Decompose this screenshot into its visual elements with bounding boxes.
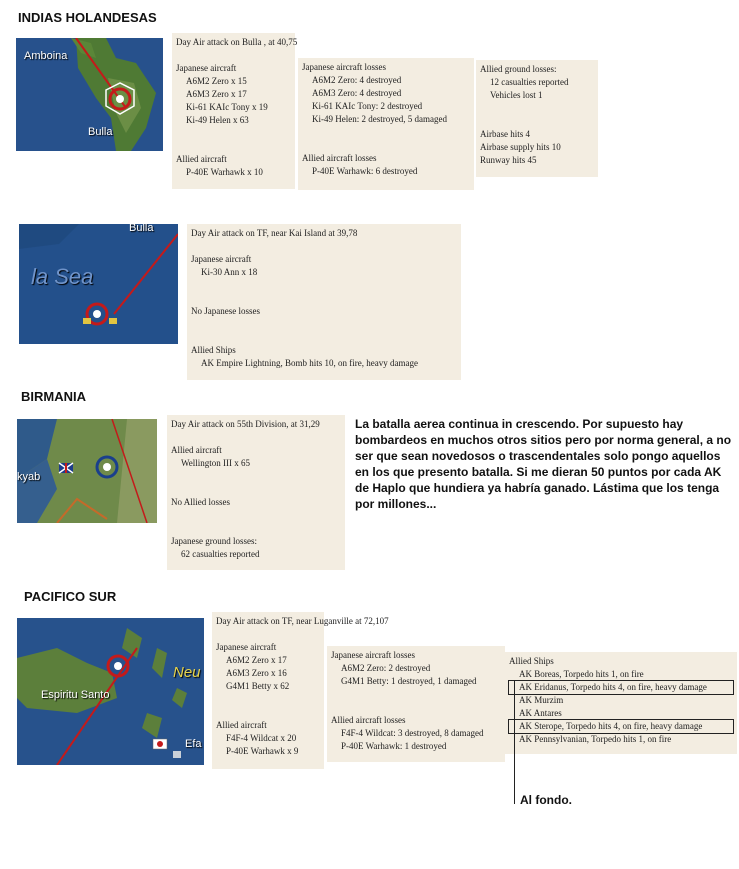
aircraft-line: A6M3 Zero x 16	[226, 668, 287, 678]
aircraft-line: A6M2 Zero x 17	[226, 655, 287, 665]
japanese-losses-title: Japanese aircraft losses	[302, 62, 386, 72]
japanese-aircraft-title: Japanese aircraft	[191, 254, 252, 264]
ground-loss-line: 62 casualties reported	[181, 549, 260, 559]
map-label-kyab: kyab	[17, 471, 41, 483]
section-title-birmania: BIRMANIA	[21, 389, 86, 404]
ship-line-highlighted: AK Eridanus, Torpedo hits 4, on fire, heavy damage	[509, 681, 733, 694]
aircraft-line: A6M2 Zero x 15	[186, 76, 247, 86]
japanese-aircraft-title: Japanese aircraft	[176, 63, 237, 73]
ship-line: AK Boreas, Torpedo hits 1, on fire	[519, 669, 644, 679]
allied-ships-title: Allied Ships	[509, 656, 554, 666]
map-pacifico	[17, 618, 204, 765]
japanese-aircraft-title: Japanese aircraft	[216, 642, 277, 652]
allied-losses-title: Allied aircraft losses	[302, 153, 377, 163]
aircraft-line: Ki-61 KAIc Tony x 19	[186, 102, 268, 112]
loss-line: A6M3 Zero: 4 destroyed	[312, 88, 402, 98]
ship-line-highlighted: AK Sterope, Torpedo hits 4, on fire, heavy damage	[509, 720, 733, 733]
no-losses-line: No Japanese losses	[191, 306, 260, 316]
airbase-hits-line: Airbase hits 4	[480, 129, 530, 139]
aircraft-line: Wellington III x 65	[181, 458, 251, 468]
ground-losses-title: Japanese ground losses:	[171, 536, 257, 546]
japanese-losses-title: Japanese aircraft losses	[331, 650, 415, 660]
aircraft-line: F4F-4 Wildcat x 20	[226, 733, 297, 743]
map-birmania	[17, 419, 157, 523]
loss-line: P-40E Warhawk: 6 destroyed	[312, 166, 418, 176]
aircraft-line: Ki-49 Helen x 63	[186, 115, 249, 125]
airbase-hits-line: Runway hits 45	[480, 155, 537, 165]
allied-ships-title: Allied Ships	[191, 345, 236, 355]
aircraft-line: G4M1 Betty x 62	[226, 681, 290, 691]
allied-aircraft-title: Allied aircraft	[171, 445, 222, 455]
section-title-pacifico: PACIFICO SUR	[24, 589, 117, 604]
aircraft-line: P-40E Warhawk x 10	[186, 167, 263, 177]
allied-aircraft-title: Allied aircraft	[216, 720, 267, 730]
loss-line: A6M2 Zero: 2 destroyed	[341, 663, 431, 673]
loss-line: Ki-49 Helen: 2 destroyed, 5 damaged	[312, 114, 447, 124]
combat-report-attack-bulla	[172, 33, 298, 189]
loss-line: A6M2 Zero: 4 destroyed	[312, 75, 402, 85]
commentary-text: La batalla aerea continua in crescendo. Por supuesto hay bombardeos en muchos otros sitios pero por norma general, a no ser que sean novedosos o trascendentales solo pongo aquellos en los que presento batalla. Si me dieran 50 puntos por cada AK de Haplo que hundiera ya habría ganado. Lástima que los tenga por millones...	[355, 417, 732, 511]
ship-line: AK Empire Lightning, Bomb hits 10, on fire, heavy damage	[201, 358, 418, 368]
ship-line: AK Pennsylvanian, Torpedo hits 1, on fire	[519, 734, 672, 744]
loss-line: F4F-4 Wildcat: 3 destroyed, 8 damaged	[341, 728, 484, 738]
combat-report-kai	[187, 224, 461, 380]
map-kai	[19, 224, 178, 344]
loss-line: G4M1 Betty: 1 destroyed, 1 damaged	[341, 676, 477, 686]
allied-aircraft-title: Allied aircraft	[176, 154, 227, 164]
map-label-sea: la Sea	[31, 264, 94, 289]
combat-report-losses-luganville	[327, 646, 505, 762]
combat-report-birmania	[167, 415, 345, 570]
loss-line: P-40E Warhawk: 1 destroyed	[341, 741, 447, 751]
ship-line: AK Antares	[519, 708, 562, 718]
allied-losses-title: Allied aircraft losses	[331, 715, 406, 725]
combat-report-ships-luganville	[505, 652, 737, 754]
report-header: Day Air attack on 55th Division, at 31,29	[171, 419, 320, 429]
airbase-hits-line: Airbase supply hits 10	[480, 142, 561, 152]
ground-loss-line: 12 casualties reported	[490, 77, 569, 87]
map-label-amboina: Amboina	[24, 50, 68, 62]
annotation-text: Al fondo.	[520, 793, 572, 807]
ground-losses-title: Allied ground losses:	[480, 64, 557, 74]
combat-report-ground-bulla	[476, 60, 598, 177]
annotation-line	[514, 680, 515, 804]
map-label-bulla: Bulla	[88, 126, 113, 138]
map-label-efa: Efa	[185, 738, 202, 750]
combat-report-losses-bulla	[298, 58, 474, 190]
report-header: Day Air attack on TF, near Kai Island at 39,78	[191, 228, 358, 238]
loss-line: Ki-61 KAIc Tony: 2 destroyed	[312, 101, 423, 111]
section-title-indias: INDIAS HOLANDESAS	[18, 10, 157, 25]
aircraft-line: P-40E Warhawk x 9	[226, 746, 299, 756]
map-label-espiritu-santo: Espiritu Santo	[41, 689, 110, 701]
no-losses-line: No Allied losses	[171, 497, 231, 507]
report-header: Day Air attack on Bulla , at 40,75	[176, 37, 298, 47]
map-label-bulla: Bulla	[129, 224, 154, 234]
aircraft-line: Ki-30 Ann x 18	[201, 267, 258, 277]
report-header: Day Air attack on TF, near Luganville at 72,107	[216, 616, 389, 626]
ground-loss-line: Vehicles lost 1	[490, 90, 543, 100]
ship-line: AK Murzim	[519, 695, 564, 705]
map-bulla	[16, 38, 163, 151]
aircraft-line: A6M3 Zero x 17	[186, 89, 247, 99]
map-label-neu: Neu	[173, 664, 201, 681]
